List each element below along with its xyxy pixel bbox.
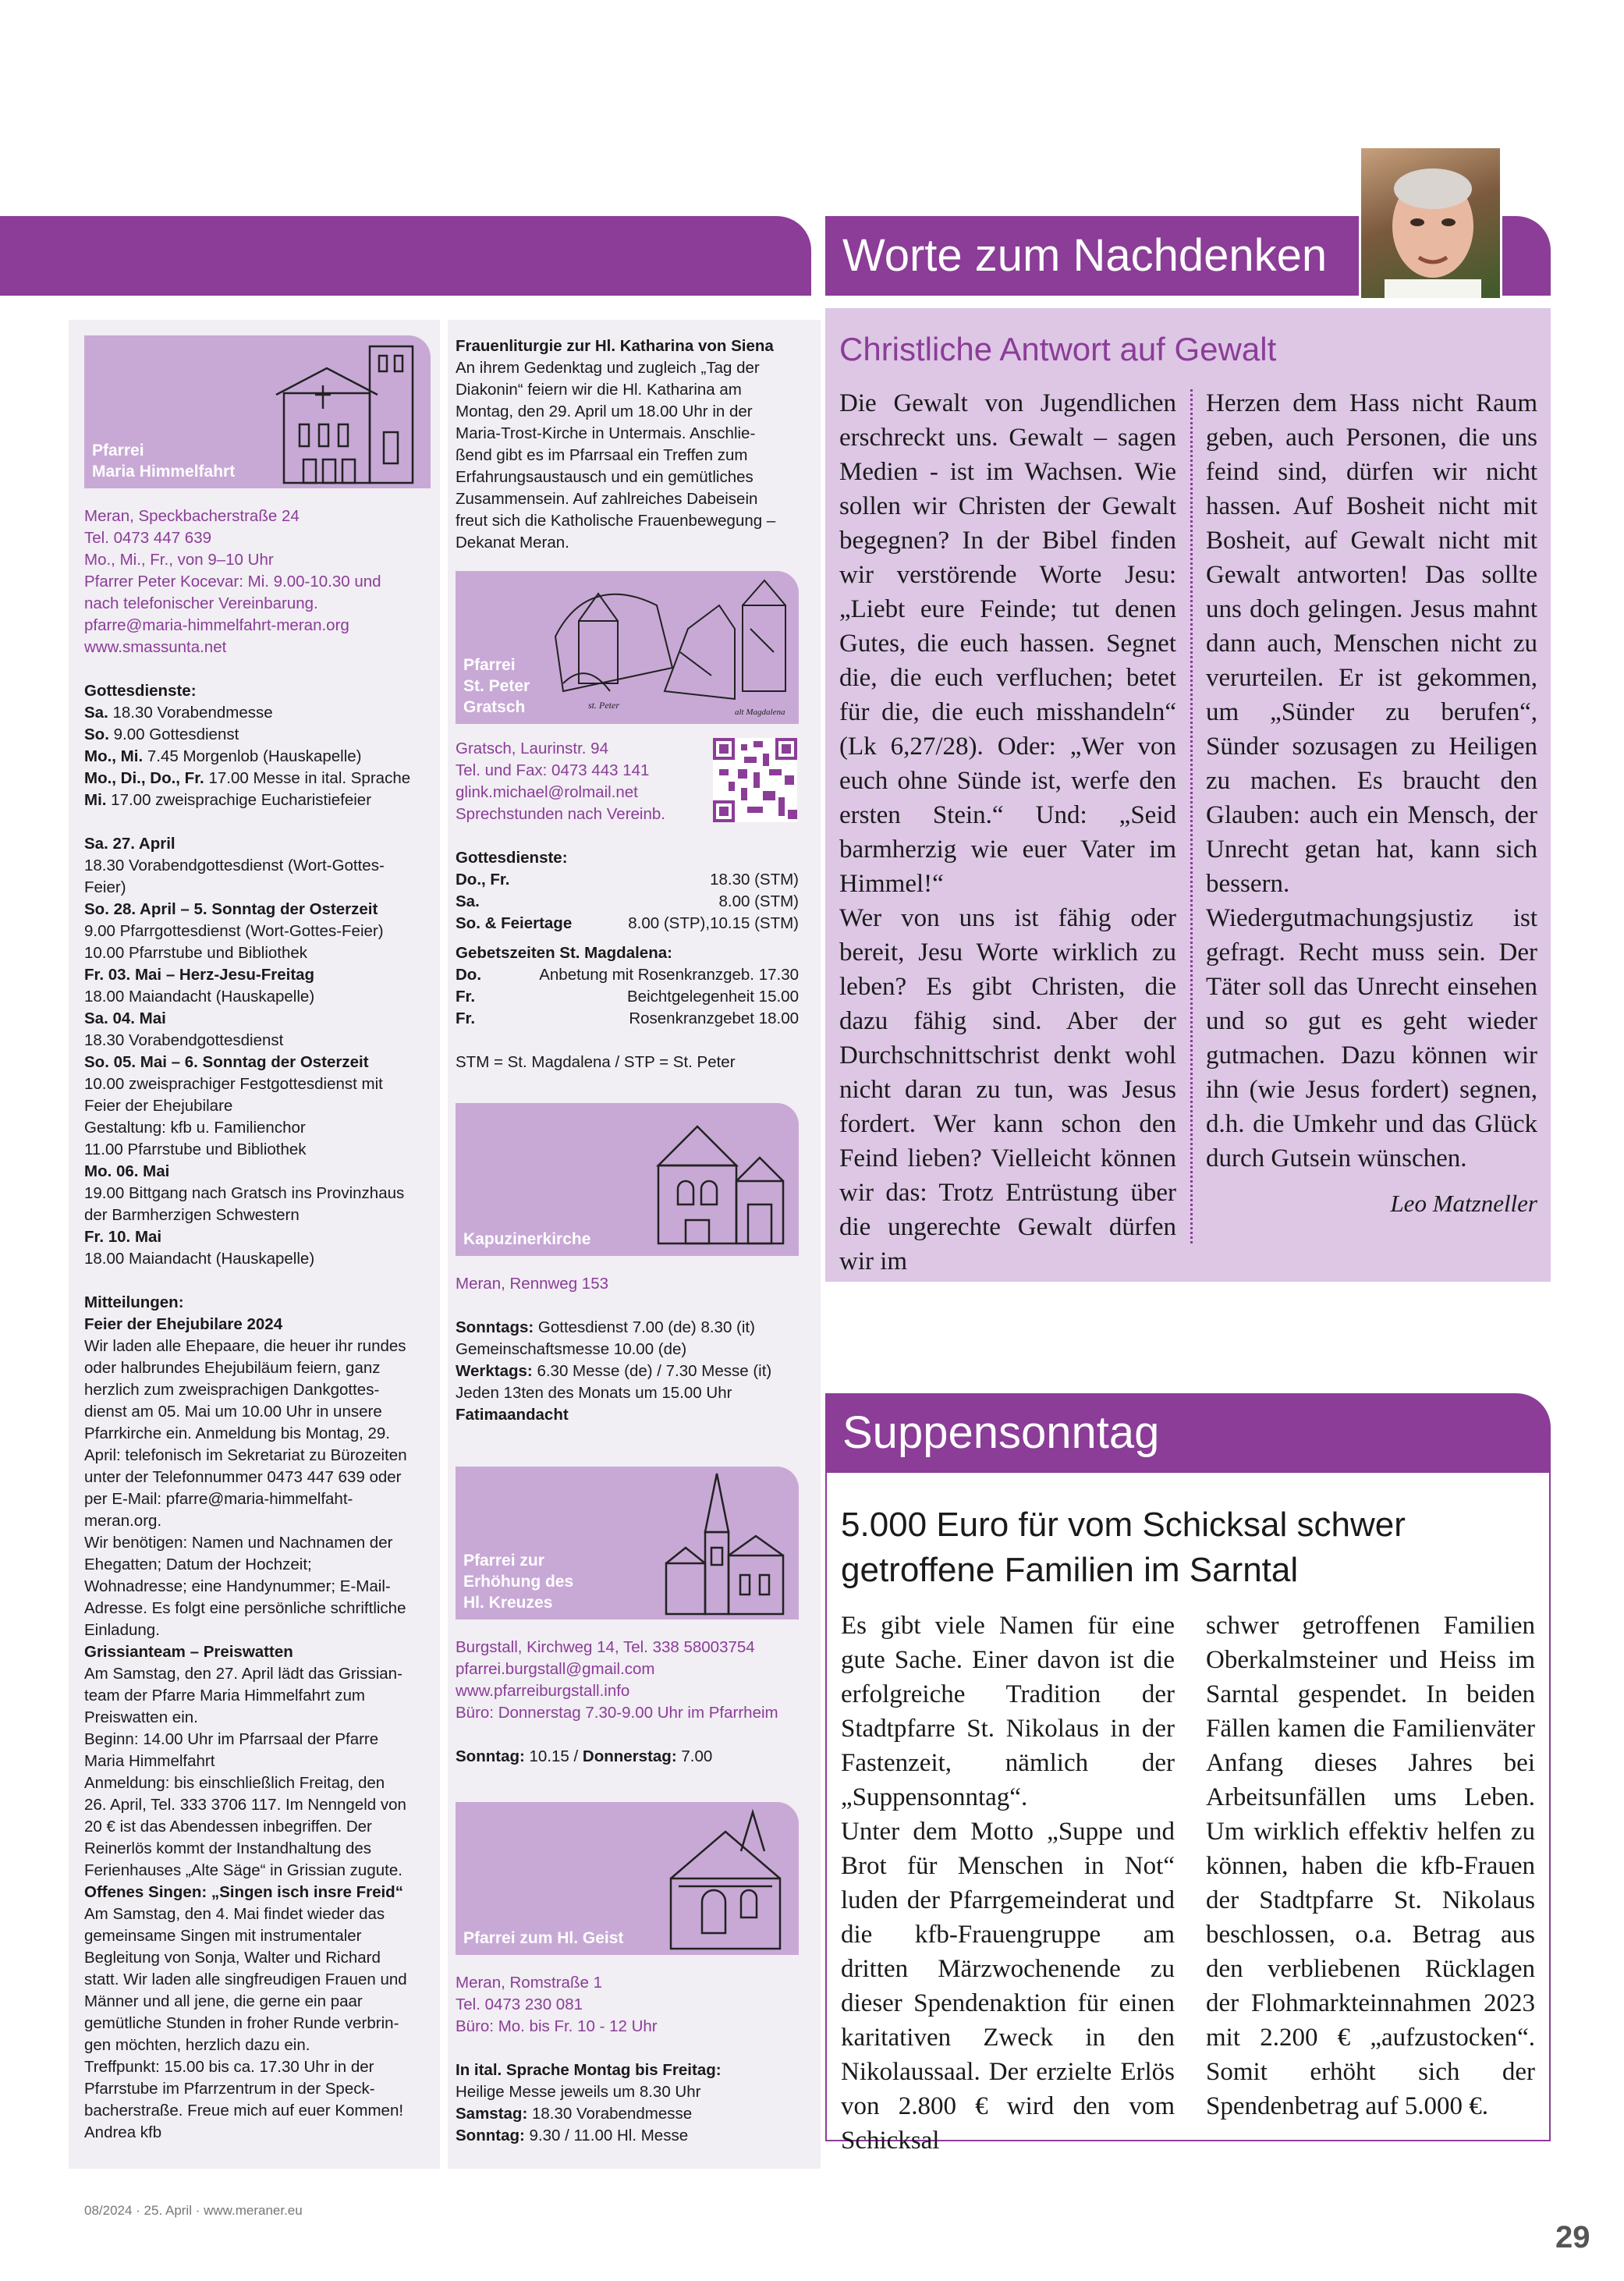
info-text: 17.00 Messe in ital. Sprache: [204, 769, 411, 787]
info-text: freut sich die Katholische Frauenbewegung –: [456, 512, 776, 530]
info-line: [84, 1226, 431, 1248]
info-line: [84, 1314, 431, 1336]
geist-church-sketch-image: [655, 1808, 796, 1953]
info-text: unter der Telefonnummer 0473 447 639 oder: [84, 1468, 402, 1486]
info-line: Meran, Speckbacherstraße 24: [84, 507, 300, 525]
info-text: 18.30 Vorabendgottesdienst (Wort-Gottes-: [84, 857, 385, 874]
kapuziner-church-sketch-image: [651, 1111, 791, 1251]
info-line: [84, 877, 431, 899]
info-text: Anmeldung: bis einschließlich Freitag, den: [84, 1774, 385, 1792]
info-line: [84, 1117, 431, 1139]
info-line: [84, 1729, 431, 1751]
info-line: [456, 510, 810, 532]
info-text: 9.00 Pfarrgottesdienst (Wort-Gottes-Feier): [84, 922, 384, 940]
address: Meran, Rennweg 153: [456, 1275, 609, 1293]
info-text: 20 € ist das Abendessen inbegriffen. Der: [84, 1818, 372, 1836]
info-line: [84, 1139, 431, 1161]
info-label: Offenes Singen: „Singen isch insre Freid“: [84, 1883, 403, 1901]
info-line: [84, 1248, 431, 1270]
section-title: Worte zum Nachdenken: [842, 230, 1328, 281]
parish-box-st-peter: [456, 571, 799, 724]
info-line: [84, 1423, 431, 1445]
info-line: [84, 1598, 431, 1619]
issue-footer: 08/2024 · 25. April · www.meraner.eu: [84, 2203, 303, 2218]
info-line: [84, 855, 431, 877]
info-text: 18.30 Vorabendmesse: [527, 2105, 693, 2123]
info-text: Ferienhauses „Alte Säge“ in Grissian zugute.: [84, 1861, 402, 1879]
info-text: Maria-Trost-Kirche in Untermais. Anschlie-: [456, 424, 756, 442]
qr-code-image[interactable]: [713, 738, 797, 822]
info-line: [84, 1379, 431, 1401]
info-line: [84, 1073, 431, 1095]
info-text: An ihrem Gedenktag und zugleich „Tag der: [456, 359, 760, 377]
info-line: [84, 1336, 431, 1357]
info-text: April: telefonisch im Sekretariat zu Bürozeiten: [84, 1446, 407, 1464]
parish-box-title: Pfarrei zur Erhöhung des Hl. Kreuzes: [463, 1552, 574, 1612]
info-text: Wir benötigen: Namen und Nachnamen der: [84, 1534, 393, 1552]
info-line: [84, 1903, 431, 1925]
schedule-list: [84, 833, 431, 1270]
info-line: [84, 2056, 431, 2078]
info-text: Andrea kfb: [84, 2123, 162, 2141]
schedule-day: So. & Feiertage: [456, 914, 573, 932]
kreuz-church-sketch-image: [658, 1470, 791, 1618]
info-text: Wohnadresse; eine Handynummer; E-Mail-: [84, 1577, 391, 1595]
schedule-time: Beichtgelegenheit 15.00: [627, 988, 799, 1006]
info-line: [84, 899, 431, 921]
info-text: Heilige Messe jeweils um 8.30 Uhr: [456, 2083, 701, 2101]
info-label: Mo., Di., Do., Fr.: [84, 769, 204, 787]
author-portrait: [1359, 146, 1502, 298]
info-text: Preiswatten ein.: [84, 1708, 198, 1726]
info-line: [84, 833, 431, 855]
header-band-left: [0, 216, 811, 296]
info-line: [84, 746, 431, 768]
contact-block: [84, 506, 431, 658]
schedule-time: 8.00 (STM): [718, 892, 799, 910]
info-line: [84, 1772, 431, 1794]
info-text: 11.00 Pfarrstube und Bibliothek: [84, 1140, 307, 1158]
info-text: team der Pfarre Maria Himmelfahrt zum: [84, 1687, 365, 1705]
info-line: [84, 1204, 431, 1226]
info-line: [84, 1925, 431, 1947]
info-line: Tel. und Fax: 0473 443 141: [456, 761, 650, 779]
sketch-caption: alt Magdalena: [735, 708, 785, 717]
abbreviation-legend: STM = St. Magdalena / STP = St. Peter: [456, 1053, 736, 1071]
info-line: [456, 2081, 799, 2103]
article-column-left: [841, 1609, 1175, 2158]
info-text: Beginn: 14.00 Uhr im Pfarrsaal der Pfarre: [84, 1730, 379, 1748]
info-line: [84, 1641, 431, 1663]
info-line: [84, 1751, 431, 1772]
info-line: Gratsch, Laurinstr. 94: [456, 740, 608, 757]
sketch-caption: st. Peter: [588, 700, 619, 711]
schedule-row: [456, 986, 799, 1008]
info-line: [84, 986, 431, 1008]
schedule-row: [456, 891, 799, 913]
info-text: der Barmherzigen Schwestern: [84, 1206, 300, 1224]
info-line: [456, 466, 810, 488]
info-text: Adresse. Es folgt eine persönliche schriftliche: [84, 1599, 406, 1617]
info-label: Grissianteam – Preiswatten: [84, 1643, 293, 1661]
frauenliturgie-notice: [456, 335, 810, 554]
parish-box-hl-kreuz: [456, 1467, 799, 1619]
article-paragraph: Es gibt viele Namen für eine gute Sache. Einer davon ist die erfolgreiche Tradition der Stadtpfarre St. Nikolaus in der Fastenzeit, nämlich der „Suppensonntag“.: [841, 1612, 1175, 1811]
info-text: Begleitung von Sonja, Walter und Richard: [84, 1949, 381, 1967]
schedule-day: Fr.: [456, 1009, 476, 1027]
article-paragraph: schwer getroffenen Familien Oberkalmsteiner und Heiss im Sarntal gespendet. In beiden Fällen kamen die Familienväter Anfang dieses Jahres bei Arbeitsunfällen ums Leben. Um wirklich effektiv helfen zu können, haben die kfb-Frauen der Stadtpfarre St. Nikolaus beschlossen, o.a. Betrag aus den verbliebenen Rücklagen der Flohmarkteinnahmen 2023 mit 2.200 € „aufzustocken“. Somit erhöht sich der Spendenbetrag auf 5.000 €.: [1206, 1612, 1535, 2120]
info-line: [84, 1510, 431, 1532]
info-text: per E-Mail: pfarre@maria-himmelfaht-: [84, 1490, 353, 1508]
info-text: Ehegatten; Datum der Hochzeit;: [84, 1556, 312, 1573]
info-line: www.pfarreiburgstall.info: [456, 1682, 630, 1700]
parish-box-title: Pfarrei St. Peter Gratsch: [463, 656, 530, 716]
info-text: 10.00 zweisprachiger Festgottesdienst mit: [84, 1075, 383, 1093]
info-line: Sprechstunden nach Vereinb.: [456, 805, 665, 823]
info-text: Dekanat Meran.: [456, 534, 569, 552]
info-line: [456, 1404, 799, 1426]
info-line: Büro: Donnerstag 7.30-9.00 Uhr im Pfarrheim: [456, 1704, 778, 1722]
article-paragraph: Herzen dem Hass nicht Raum geben, auch Personen, die uns feind sind, dürfen wir nicht hassen. Auf Bosheit nicht mit Bosheit, auf Gewalt nicht mit Gewalt antworten! Das sollte uns doch gelingen. Jesus mahnt dann auch, Menschen nicht zu verurteilen. Er ist gekommen, um „Sünder zu berufen“, Sünder sozusagen zu Heiligen zu machen. Es braucht den Glauben: auch ein Mensch, der Unrecht getan hat, kann sich bessern. Wiedergutmachungsjustiz ist gefragt. Recht muss sein. Der Täter soll das Unrecht einsehen und so gut es geht wieder gutmachen. Dazu können wir ihn (wie Jesus fordert) segnen, d.h. die Umkehr und das Glück durch Gutsein wünschen.: [1206, 389, 1537, 1172]
info-line: [84, 1357, 431, 1379]
info-text: oder halbrundes Ehejubiläum feiern, ganz: [84, 1359, 381, 1377]
info-text: Jeden 13ten des Monats um 15.00 Uhr: [456, 1384, 732, 1402]
info-label: Fatimaandacht: [456, 1406, 569, 1424]
info-label: In ital. Sprache Montag bis Freitag:: [456, 2061, 722, 2079]
schedule-day: Do.: [456, 966, 482, 984]
info-label: Sonntag:: [456, 2127, 525, 2144]
info-text: 18.00 Maiandacht (Hauskapelle): [84, 988, 315, 1006]
article-column-left: [839, 386, 1176, 1279]
article-title: 5.000 Euro für vom Schicksal schwer getroffene Familien im Sarntal: [841, 1506, 1406, 1589]
info-line: [456, 488, 810, 510]
info-line: [84, 1554, 431, 1576]
info-line: [84, 1401, 431, 1423]
schedule-row: [456, 964, 799, 986]
info-line: [456, 2059, 799, 2081]
info-text: Diakonin“ feiern wir die Hl. Katharina am: [456, 381, 742, 399]
info-label: So. 28. April – 5. Sonntag der Osterzeit: [84, 900, 378, 918]
parish-info-hl-geist: [456, 1972, 799, 2147]
info-line: [456, 2125, 799, 2147]
info-line: Büro: Mo. bis Fr. 10 - 12 Uhr: [456, 2017, 658, 2035]
info-text: Montag, den 29. April um 18.00 Uhr in der: [456, 403, 753, 420]
schedule-time: 18.30 (STM): [710, 871, 799, 889]
info-line: [84, 1947, 431, 1969]
info-line: [84, 1095, 431, 1117]
services-heading: Gottesdienste:: [84, 682, 197, 700]
info-line: [84, 1576, 431, 1598]
value: 10.15 /: [524, 1747, 583, 1765]
info-label: Fr. 10. Mai: [84, 1228, 162, 1246]
info-text: 6.30 Messe (de) / 7.30 Messe (it): [532, 1362, 772, 1380]
info-text: bacherstraße. Freue mich auf euer Kommen!: [84, 2102, 404, 2120]
info-line: [84, 2122, 431, 2144]
label: Donnerstag:: [582, 1747, 677, 1765]
info-line: [84, 1292, 431, 1314]
parish-box-title: Pfarrei zum Hl. Geist: [463, 1929, 624, 1947]
info-label: Sa. 27. April: [84, 835, 176, 853]
info-text: Am Samstag, den 4. Mai findet wieder das: [84, 1905, 385, 1923]
info-text: 19.00 Bittgang nach Gratsch ins Provinzhaus: [84, 1184, 405, 1202]
info-text: Gestaltung: kfb u. Familienchor: [84, 1119, 306, 1137]
info-line: [84, 2078, 431, 2100]
info-line: [84, 1663, 431, 1685]
article-title: Christliche Antwort auf Gewalt: [839, 331, 1277, 367]
article-column-right: [1206, 386, 1537, 1221]
info-text: Wir laden alle Ehepaare, die heuer ihr rundes: [84, 1337, 406, 1355]
schedule-day: Do., Fr.: [456, 871, 510, 889]
info-line: [456, 401, 810, 423]
info-text: gemeinsame Singen mit instrumentaler: [84, 1927, 362, 1945]
label: Sonntag:: [456, 1747, 525, 1765]
info-label: Werktags:: [456, 1362, 533, 1380]
info-text: meran.org.: [84, 1512, 162, 1530]
header-band-suppensonntag: [825, 1393, 1551, 1473]
info-line: [84, 1161, 431, 1183]
info-text: dienst am 05. Mai um 10.00 Uhr in unsere: [84, 1403, 382, 1421]
info-line: [84, 1816, 431, 1838]
schedule-time: Rosenkranzgebet 18.00: [629, 1009, 799, 1027]
info-text: Erfahrungsaustausch und ein gemütliches: [456, 468, 753, 486]
info-line: [456, 532, 810, 554]
info-text: Einladung.: [84, 1621, 160, 1639]
info-line: nach telefonischer Vereinbarung.: [84, 594, 318, 612]
announcements-list: [84, 1292, 431, 2144]
info-line: Tel. 0473 447 639: [84, 529, 211, 547]
info-text: 18.00 Maiandacht (Hauskapelle): [84, 1250, 315, 1268]
info-line: [84, 1860, 431, 1882]
info-text: Reinerlös kommt der Instandhaltung des: [84, 1839, 372, 1857]
info-line: [84, 1030, 431, 1052]
info-label: Fr. 03. Mai – Herz-Jesu-Freitag: [84, 966, 315, 984]
info-line: [84, 724, 431, 746]
info-line: pfarrei.burgstall@gmail.com: [456, 1660, 655, 1678]
info-text: ßend gibt es im Pfarrsaal ein Treffen zum: [456, 446, 748, 464]
church-sketch-image: [268, 339, 424, 487]
info-line: [84, 1488, 431, 1510]
services-heading: Gottesdienste:: [456, 849, 568, 867]
info-line: [84, 1052, 431, 1073]
info-line: [84, 768, 431, 789]
info-line: [84, 1619, 431, 1641]
parish-info-st-peter: [456, 738, 799, 1073]
parish-box-hl-geist: [456, 1802, 799, 1955]
info-line: [84, 921, 431, 942]
schedule-row: [456, 913, 799, 935]
info-label: Mo. 06. Mai: [84, 1162, 170, 1180]
page-number: 29: [1555, 2220, 1590, 2254]
parish-info-kapuzinerkirche: [456, 1273, 799, 1426]
info-line: glink.michael@rolmail.net: [456, 783, 638, 801]
info-text: Am Samstag, den 27. April lädt das Grissian-: [84, 1665, 402, 1683]
info-line: [456, 423, 810, 445]
parish-box-title: Pfarrei Maria Himmelfahrt: [92, 442, 236, 481]
info-text: Gemeinschaftsmesse 10.00 (de): [456, 1340, 687, 1358]
info-text: Maria Himmelfahrt: [84, 1752, 215, 1770]
value: 7.00: [676, 1747, 713, 1765]
info-line: Pfarrer Peter Kocevar: Mi. 9.00-10.30 und: [84, 573, 381, 591]
info-text: 18.30 Vorabendmesse: [108, 704, 273, 722]
info-text: 9.00 Gottesdienst: [108, 725, 239, 743]
info-line: [84, 1794, 431, 1816]
info-line: [84, 1969, 431, 1991]
info-label: Mi.: [84, 791, 107, 809]
schedule-time: 8.00 (STP),10.15 (STM): [628, 914, 799, 932]
info-text: Zusammensein. Auf zahlreiches Dabeisein: [456, 490, 758, 508]
prayer-times-heading: Gebetszeiten St. Magdalena:: [456, 944, 672, 962]
info-line: [456, 1317, 799, 1339]
parish-box-kapuzinerkirche: [456, 1103, 799, 1256]
schedule-time: Anbetung mit Rosenkranzgeb. 17.30: [539, 966, 799, 984]
info-text: 18.30 Vorabendgottesdienst: [84, 1031, 284, 1049]
info-text: 10.00 Pfarrstube und Bibliothek: [84, 944, 308, 962]
info-line: [456, 445, 810, 466]
info-line: [456, 1360, 799, 1382]
schedule-day: Fr.: [456, 988, 476, 1006]
article-paragraph: Die Gewalt von Jugendlichen erschreckt uns. Gewalt – sagen Medien - ist im Wachsen. Wie sollen wir Christen der Gewalt begegnen? In der Bibel finden wir verstörende Worte Jesu: „Liebt eure Feinde; tut denen Gutes, die euch hassen. Segnet die, die euch verfluchen; betet für die, die euch misshandeln“ (Lk 6,27/28). Oder: „Wer von euch ohne Sünde ist, werfe den ersten Stein.“ Und: „Seid barmherzig wie euer Vater im Himmel!“: [839, 389, 1176, 898]
parish-box-title: Kapuzinerkirche: [463, 1230, 591, 1248]
parish-box-maria-himmelfahrt: [84, 335, 431, 488]
info-label: Sa.: [84, 704, 108, 722]
info-line: [84, 1445, 431, 1467]
info-line: [84, 2034, 431, 2056]
article-suppensonntag: [825, 1473, 1551, 2155]
schedule-day: Sa.: [456, 892, 480, 910]
article-paragraph: Unter dem Motto „Suppe und Brot für Menschen in Not“ luden der Pfarrgemeinderat und die kfb-Frauengruppe am dritten Märzwochenende zu dieser Spendenaktion für einen karitativen Zweck in den Nikolaussaal. Der erzielte Erlös von 2.800 € wird den vom Schicksal: [841, 1818, 1175, 2155]
info-text: gemütliche Stunden in froher Runde verbrin-: [84, 2014, 399, 2032]
info-text: 7.45 Morgenlob (Hauskapelle): [143, 747, 362, 765]
info-text: gen möchten, herzlich dazu ein.: [84, 2036, 310, 2054]
info-line: [84, 1467, 431, 1488]
info-line: [84, 1685, 431, 1707]
info-line: Tel. 0473 230 081: [456, 1995, 583, 2013]
schedule-row: [456, 869, 799, 891]
info-text: Feier der Ehejubilare: [84, 1097, 233, 1115]
info-text: Feier): [84, 878, 126, 896]
info-line: [84, 1707, 431, 1729]
info-line: Mo., Mi., Fr., von 9–10 Uhr: [84, 551, 274, 569]
info-line: [456, 379, 810, 401]
info-line: [456, 2103, 799, 2125]
info-text: Gottesdienst 7.00 (de) 8.30 (it): [534, 1318, 755, 1336]
info-text: 9.30 / 11.00 Hl. Messe: [524, 2127, 689, 2144]
info-label: Feier der Ehejubilare 2024: [84, 1315, 283, 1333]
section-title: Suppensonntag: [842, 1407, 1160, 1458]
info-line: [84, 942, 431, 964]
info-line: [84, 1838, 431, 1860]
info-line: Meran, Romstraße 1: [456, 1974, 602, 1992]
info-line: www.smassunta.net: [84, 638, 227, 656]
info-line: [84, 2013, 431, 2034]
chapel-sketch-image: [548, 574, 796, 721]
info-text: Treffpunkt: 15.00 bis ca. 17.30 Uhr in der: [84, 2058, 374, 2076]
info-label: Mo., Mi.: [84, 747, 144, 765]
info-text: herzlich zum zweisprachigen Dankgottes-: [84, 1381, 380, 1399]
author-signature: Leo Matzneller: [1390, 1190, 1537, 1217]
info-line: pfarre@maria-himmelfahrt-meran.org: [84, 616, 349, 634]
info-label: Sa. 04. Mai: [84, 1009, 166, 1027]
info-text: Pfarrkirche ein. Anmeldung bis Montag, 29.: [84, 1424, 390, 1442]
info-line: [84, 2100, 431, 2122]
services-list: [84, 702, 431, 811]
info-line: [84, 1008, 431, 1030]
parish-info-maria-himmelfahrt: [84, 506, 431, 2144]
article-column-right: [1206, 1609, 1535, 2123]
info-label: Sonntags:: [456, 1318, 534, 1336]
info-label: Frauenliturgie zur Hl. Katharina von Siena: [456, 337, 774, 355]
schedule-row: [456, 1008, 799, 1030]
info-text: 17.00 zweisprachige Eucharistiefeier: [106, 791, 372, 809]
info-line: Burgstall, Kirchweg 14, Tel. 338 58003754: [456, 1638, 755, 1656]
info-label: Samstag:: [456, 2105, 528, 2123]
info-label: So. 05. Mai – 6. Sonntag der Osterzeit: [84, 1053, 369, 1071]
info-line: [84, 964, 431, 986]
info-label: Mitteilungen:: [84, 1293, 184, 1311]
info-line: [456, 1339, 799, 1360]
info-line: [84, 702, 431, 724]
info-line: [456, 357, 810, 379]
info-line: [84, 789, 431, 811]
info-text: Pfarrstube im Pfarrzentrum in der Speck-: [84, 2080, 375, 2098]
info-text: 26. April, Tel. 333 3706 117. Im Nenngeld von: [84, 1796, 406, 1814]
article-christliche-antwort: [825, 308, 1551, 1282]
info-text: statt. Wir laden alle singfreudigen Frauen und: [84, 1971, 407, 1988]
info-line: [84, 1532, 431, 1554]
info-line: [456, 1382, 799, 1404]
info-line: [84, 1882, 431, 1903]
info-label: So.: [84, 725, 109, 743]
column-divider: [1190, 389, 1193, 1243]
article-paragraph: Wer von uns ist fähig oder bereit, Jesu Worte wirklich zu leben? Es gibt Christen, die dazu fähig sind. Aber der Durchschnittschrist denkt wohl nicht daran zu tun, was Jesus fordert. Wer kann schon den Feind lieben? Vielleicht können wir das: Trotz Entrüstung über die ungerechte Gewalt dürfen wir im: [839, 904, 1176, 1275]
info-line: [84, 1183, 431, 1204]
info-line: [456, 335, 810, 357]
info-line: [84, 1991, 431, 2013]
parish-info-hl-kreuz: [456, 1637, 810, 1768]
info-text: Männer und all jene, die gerne ein paar: [84, 1992, 363, 2010]
